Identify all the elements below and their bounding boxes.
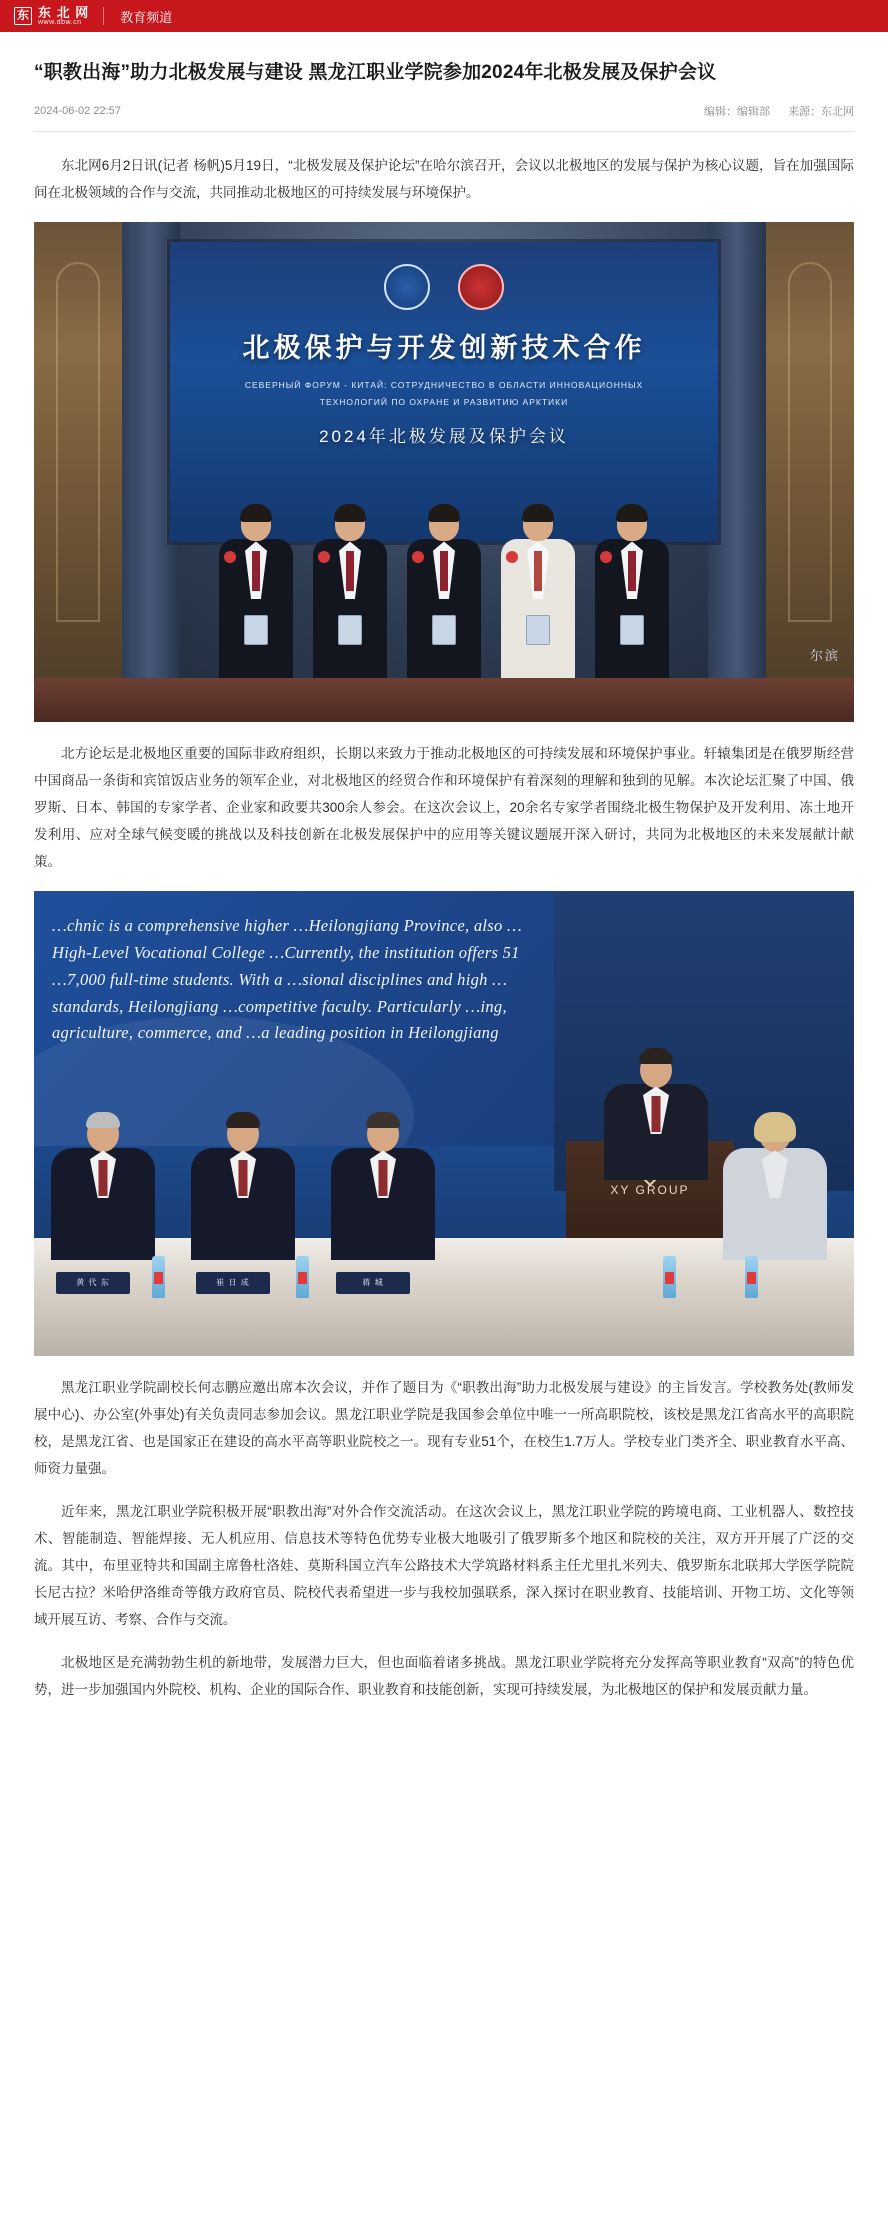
brand-title: 东 北 网: [38, 4, 90, 20]
publish-date: 2024-06-02 22:57: [34, 105, 121, 118]
slide-text: …chnic is a comprehensive higher …Heilongjiang Province, also …High-Level Vocational College …Currently, the institution offers 51 …7,000 full-time students. With a …sional disciplines and high … standards, Heilongjiang …competitive faculty. Particularly …ing, agriculture, commerce, and …a leading position in Heilongjiang: [52, 916, 522, 1043]
nav-channel-education[interactable]: 教育频道: [120, 9, 173, 25]
source-label: 来源：东北网: [788, 106, 854, 119]
brand-text: [38, 6, 89, 27]
panelist-2: [184, 1110, 302, 1260]
brand-domain: www.dbw.cn: [38, 19, 82, 27]
water-bottle-1: [152, 1256, 165, 1298]
xy-group-emblem-icon: [458, 264, 504, 310]
presentation-slide: [34, 891, 554, 1146]
screen-subtitle-cn: 2024年北极发展及保护会议: [319, 426, 569, 446]
nameplate-1: 黄 代 东: [56, 1272, 130, 1294]
screen-city-text: 尔滨: [809, 648, 840, 664]
article-body: [0, 32, 888, 1749]
paragraph-4: 近年来，黑龙江职业学院积极开展“职教出海”对外合作交流活动。在这次会议上，黑龙江职业学院的跨境电商、工业机器人、数控技术、智能制造、智能焊接、无人机应用、信息技术等特色优势专业极大地吸引了俄罗斯多个地区和院校的关注，双方开开展了广泛的交流。其中，布里亚特共和国副主席鲁杜洛娃、莫斯科国立汽车公路技术大学筑路材料系主任尤里扎米列夫、俄罗斯东北联邦大学医学院院长尼古拉？米哈伊洛维奇等俄方政府官员、院校代表希望进一步与我校加强联系，深入探讨在职业教育、技能培训、开物工坊、文化等领域开展互访、考察、合作与交流。: [34, 1504, 854, 1628]
paragraph-3: 黑龙江职业学院副校长何志鹏应邀出席本次会议，并作了题目为《“职教出海”助力北极发展与建设》的主旨发言。学校教务处(教师发展中心)、办公室(外事处)有关负责同志参加会议。黑龙江职业学院是我国参会单位中唯一一所高职院校，该校是黑龙江省高水平的高职院校，是黑龙江省、也是国家正在建设的高水平高等职业院校之一。现有专业51个，在校生1.7万人。学校专业门类齐全、职业教育水平高、师资力量强。: [34, 1380, 854, 1477]
stage-floor: [34, 678, 854, 722]
forum-emblems: [170, 242, 718, 310]
speaker-standing: [608, 1046, 704, 1176]
north-forum-emblem-icon: [384, 264, 430, 310]
site-logo[interactable]: [0, 0, 89, 32]
editor-label: 编辑：编辑部: [704, 106, 770, 119]
panelist-3: [324, 1110, 442, 1260]
water-bottle-4: [745, 1256, 758, 1298]
nameplate-3: 蒋 城: [336, 1272, 410, 1294]
article-meta: [34, 103, 854, 132]
screen-title: 北极保护与开发创新技术合作: [242, 333, 646, 364]
page-title: “职教出海”助力北极发展与建设 黑龙江职业学院参加2024年北极发展及保护会议: [34, 62, 717, 83]
panelist-1: [44, 1110, 162, 1260]
site-header: [0, 0, 888, 32]
water-bottle-2: [296, 1256, 309, 1298]
water-bottle-3: [663, 1256, 676, 1298]
nameplate-2: 崔 日 成: [196, 1272, 270, 1294]
panel-podium-photo: [34, 891, 854, 1356]
panelist-4: [716, 1110, 834, 1260]
conference-group-photo: [34, 222, 854, 722]
meta-right-group: [704, 103, 854, 119]
paragraph-1: 东北网6月2日讯(记者 杨帆)5月19日，“北极发展及保护论坛”在哈尔滨召开，会议以北极地区的发展与保护为核心议题，旨在加强国际间在北极领域的合作与交流，共同推动北极地区的可持续发展与环境保护。: [34, 158, 854, 201]
paragraph-2: 北方论坛是北极地区重要的国际非政府组织，长期以来致力于推动北极地区的可持续发展和环境保护事业。轩辕集团是在俄罗斯经营中国商品一条街和宾馆饭店业务的领军企业，对北极地区的经贸合作和环境保护有着深刻的理解和独到的见解。本次论坛汇聚了中国、俄罗斯、日本、韩国的专家学者、企业家和政要共300余人参会。在这次会议上，20余名专家学者围绕北极生物保护及开发利用、冻土地开发利用、应对全球气候变暖的挑战以及科技创新在北极发展保护中的应用等关键议题展开深入研讨，共同为北极地区的未来发展献计献策。: [34, 746, 854, 870]
paragraph-5: 北极地区是充满勃勃生机的新地带，发展潜力巨大，但也面临着诸多挑战。黑龙江职业学院将充分发挥高等职业教育“双高”的特色优势，进一步加强国内外院校、机构、企业的国际合作、职业教育和技能创新，实现可持续发展，为北极地区的保护和发展贡献力量。: [34, 1655, 854, 1698]
podium-logo-text: XY GROUP: [610, 1183, 690, 1198]
screen-subtitle-ru: СЕВЕРНЫЙ ФОРУМ - КИТАЙ: СОТРУДНИЧЕСТВО В ОБЛАСТИ ИННОВАЦИОННЫХ ТЕХНОЛОГИЙ ПО ОХРАНЕ И РАЗВИТИЮ АРКТИКИ: [244, 380, 644, 407]
logo-mark-icon: 东: [14, 7, 32, 25]
hall-wall-left: [34, 222, 122, 722]
